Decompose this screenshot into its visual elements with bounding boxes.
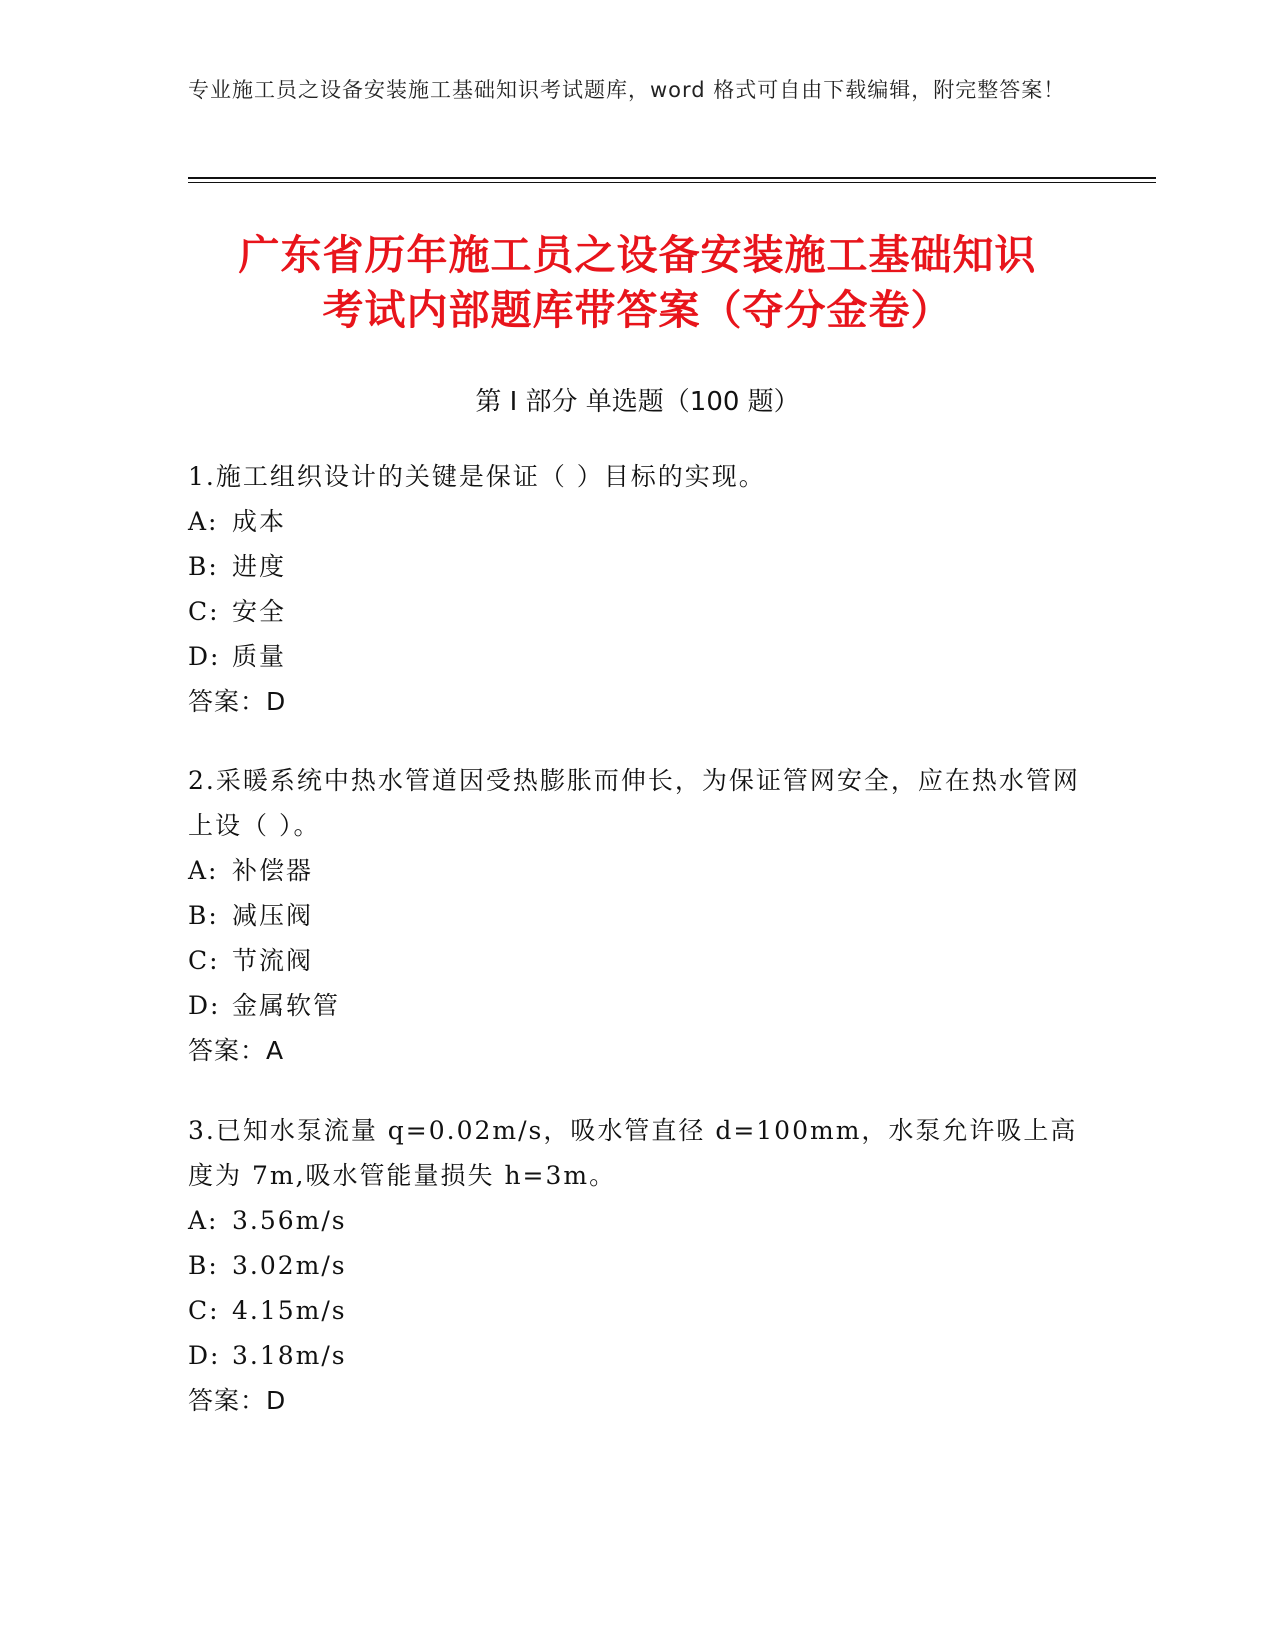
option-d	[188, 983, 1088, 1028]
option-b	[188, 893, 1088, 938]
option-text: 质量	[232, 642, 287, 671]
question-3	[188, 1108, 1088, 1423]
option-letter: B:	[188, 1251, 219, 1280]
question-2	[188, 758, 1088, 1073]
option-text: 节流阀	[232, 946, 314, 975]
option-text: 3.56m/s	[232, 1206, 347, 1235]
answer: 答案：A	[188, 1036, 285, 1065]
option-letter: A:	[188, 856, 219, 885]
option-text: 补偿器	[232, 856, 314, 885]
option-text: 减压阀	[232, 901, 314, 930]
option-d	[188, 634, 1088, 679]
option-a	[188, 848, 1088, 893]
option-letter: D:	[188, 991, 221, 1020]
option-c	[188, 589, 1088, 634]
question-stem: 1.施工组织设计的关键是保证（ ）目标的实现。	[188, 462, 766, 491]
option-text: 3.18m/s	[232, 1341, 347, 1370]
document-title-line-2: 考试内部题库带答案（夺分金卷）	[322, 286, 953, 334]
option-text: 4.15m/s	[232, 1296, 347, 1325]
option-letter: A:	[188, 507, 219, 536]
option-letter: B:	[188, 901, 219, 930]
option-letter: B:	[188, 552, 219, 581]
option-text: 3.02m/s	[232, 1251, 347, 1280]
header-divider-thick	[188, 177, 1156, 179]
option-letter: C:	[188, 946, 220, 975]
option-b	[188, 544, 1088, 589]
document-title	[150, 228, 1125, 338]
answer: 答案：D	[188, 1386, 287, 1415]
option-b	[188, 1243, 1088, 1288]
option-a	[188, 499, 1088, 544]
document-title-line-1: 广东省历年施工员之设备安装施工基础知识	[238, 231, 1037, 279]
option-text: 进度	[232, 552, 287, 581]
header-note: 专业施工员之设备安装施工基础知识考试题库，word 格式可自由下载编辑，附完整答案！	[188, 78, 1066, 102]
option-a	[188, 1198, 1088, 1243]
option-text: 成本	[232, 507, 287, 536]
section-title: 第 I 部分 单选题（100 题）	[475, 387, 800, 417]
answer: 答案：D	[188, 687, 287, 716]
option-letter: D:	[188, 642, 221, 671]
question-stem: 2.采暖系统中热水管道因受热膨胀而伸长，为保证管网安全，应在热水管网上设（ ）。	[188, 766, 1080, 840]
option-text: 金属软管	[232, 991, 341, 1020]
option-letter: C:	[188, 597, 220, 626]
option-letter: A:	[188, 1206, 219, 1235]
question-1	[188, 454, 1088, 724]
question-stem: 3.已知水泵流量 q=0.02m/s，吸水管直径 d=100mm，水泵允许吸上高度为 7m,吸水管能量损失 h=3m。	[188, 1116, 1078, 1190]
option-text: 安全	[232, 597, 287, 626]
option-c	[188, 1288, 1088, 1333]
header-divider-thin	[188, 182, 1156, 183]
option-d	[188, 1333, 1088, 1378]
option-c	[188, 938, 1088, 983]
option-letter: C:	[188, 1296, 220, 1325]
option-letter: D:	[188, 1341, 221, 1370]
